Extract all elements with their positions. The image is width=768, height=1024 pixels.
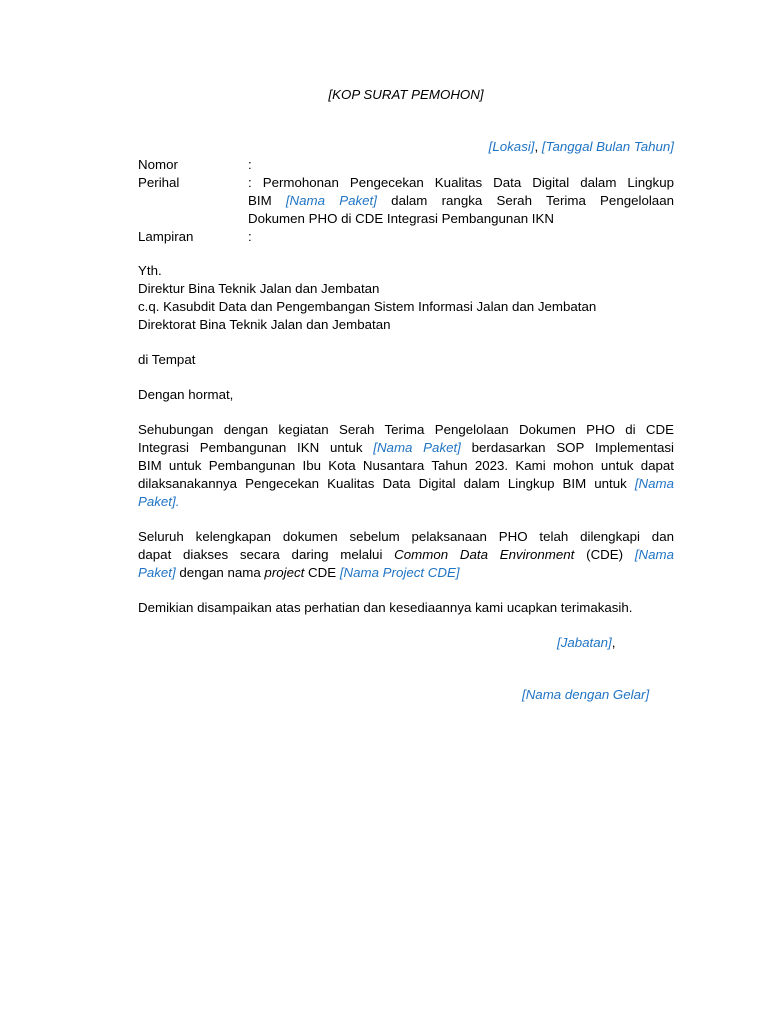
nomor-label: Nomor: [138, 157, 178, 172]
perihal-line-3: Dokumen PHO di CDE Integrasi Pembangunan IKN: [248, 211, 554, 226]
para2-line-2: [138, 546, 674, 564]
nama-paket-placeholder: Paket].: [138, 494, 180, 509]
nama-gelar-placeholder: [Nama dengan Gelar]: [522, 687, 650, 702]
para1-line-2: [138, 439, 674, 457]
para1-line-2-b: berdasarkan SOP Implementasi: [460, 440, 674, 455]
perihal-text: [248, 174, 674, 228]
addressee-line-2: c.q. Kasubdit Data dan Pengembangan Sistem Informasi Jalan dan Jembatan: [138, 299, 597, 314]
greeting: Dengan hormat,: [138, 387, 234, 402]
para1-line-2-a: Integrasi Pembangunan IKN untuk: [138, 440, 374, 455]
perihal-label: Perihal: [138, 175, 180, 190]
kop-text: [KOP SURAT PEMOHON]: [328, 87, 484, 102]
jabatan-placeholder: [Jabatan]: [557, 635, 612, 650]
nomor-value: :: [248, 157, 252, 172]
lampiran-label: Lampiran: [138, 229, 194, 244]
nama-paket-placeholder: [Nama: [634, 547, 675, 562]
addressee-line-1: Direktur Bina Teknik Jalan dan Jembatan: [138, 281, 380, 296]
project-term: project: [264, 565, 305, 580]
para2-line-3: [138, 564, 674, 582]
jabatan-line: [557, 634, 615, 652]
cde-term: Common Data Environment: [394, 547, 575, 562]
nama-paket-placeholder: [Nama Paket]: [373, 440, 461, 455]
nama-paket-placeholder: [Nama Paket]: [285, 193, 377, 208]
location-placeholder: [Lokasi]: [488, 139, 535, 154]
perihal-line-2-a: BIM: [248, 193, 286, 208]
para1-line-5: [138, 493, 674, 511]
body-paragraph-2: [138, 528, 674, 582]
closing-sentence: Demikian disampaikan atas perhatian dan kesediaannya kami ucapkan terimakasih.: [138, 600, 633, 615]
para2-line-2-a: dapat diakses secara daring melalui: [138, 547, 395, 562]
perihal-line-2: [248, 192, 674, 210]
para2-line-1: Seluruh kelengkapan dokumen sebelum pelaksanaan PHO telah dilengkapi dan: [138, 529, 674, 544]
date-placeholder: [Tanggal Bulan Tahun]: [541, 139, 674, 154]
para2-line-2-b: (CDE): [574, 547, 635, 562]
perihal-line-1: : Permohonan Pengecekan Kualitas Data Digital dalam Lingkup: [248, 175, 674, 190]
nama-paket-placeholder: Paket]: [138, 565, 176, 580]
jabatan-comma: ,: [611, 635, 616, 650]
para2-line-3-a: dengan nama: [175, 565, 265, 580]
signatory-name: [522, 686, 649, 704]
dateline: [489, 138, 674, 156]
letterhead-placeholder: [0, 86, 768, 104]
yth-salutation: Yth.: [138, 263, 162, 278]
nama-paket-placeholder: [Nama: [634, 476, 674, 491]
nama-project-cde-placeholder: [Nama Project CDE]: [339, 565, 460, 580]
dateline-separator: ,: [534, 139, 542, 154]
body-paragraph-1: [138, 421, 674, 511]
para1-line-1: Sehubungan dengan kegiatan Serah Terima Pengelolaan Dokumen PHO di CDE: [138, 422, 674, 437]
perihal-line-2-b: dalam rangka Serah Terima Pengelolaan: [376, 193, 674, 208]
para2-line-3-b: CDE: [304, 565, 340, 580]
addressee-line-3: Direktorat Bina Teknik Jalan dan Jembatan: [138, 317, 391, 332]
para1-line-3: BIM untuk Pembangunan Ibu Kota Nusantara Tahun 2023. Kami mohon untuk dapat: [138, 458, 674, 473]
para1-line-4: [138, 475, 674, 493]
para1-line-4-a: dilaksanakannya Pengecekan Kualitas Data Digital dalam Lingkup BIM untuk: [138, 476, 635, 491]
addressee-place: di Tempat: [138, 352, 196, 367]
lampiran-value: :: [248, 229, 252, 244]
